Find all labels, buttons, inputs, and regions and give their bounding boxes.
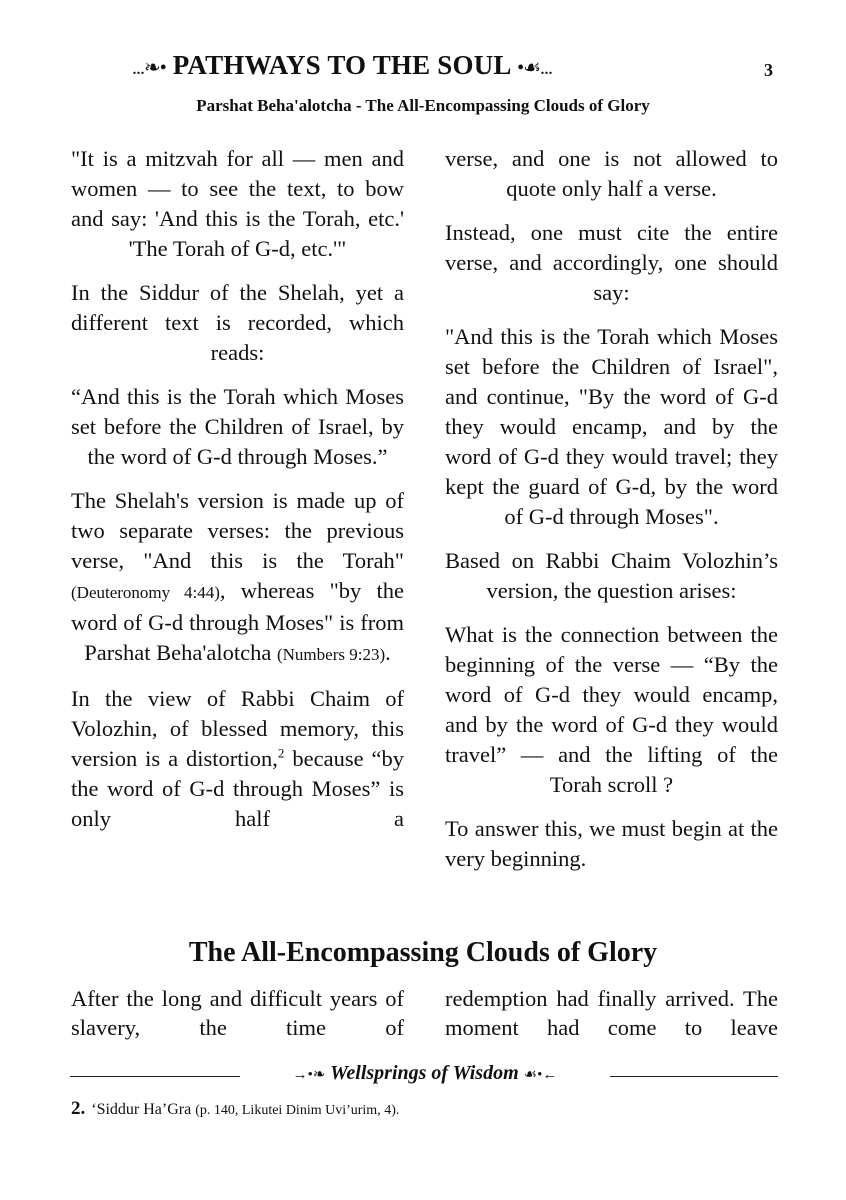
section-heading: The All-Encompassing Clouds of Glory [188, 937, 658, 968]
paragraph: redemption had finally arrived. The moment had come to leave [445, 986, 778, 1040]
section-left-column [71, 984, 404, 1042]
paragraph-text: . [385, 640, 391, 665]
paragraph: To answer this, we must begin at the very beginning. [445, 816, 778, 871]
paragraph: “And this is the Torah which Moses set before the Children of Israel, by the word of G-d through Moses.” [71, 384, 404, 469]
paragraph: "It is a mitzvah for all — men and women — to see the text, to bow and say: 'And this is the Torah, etc.' 'The Torah of G-d, etc.'" [71, 146, 404, 261]
paragraph: After the long and difficult years of slavery, the time of [71, 986, 404, 1040]
footer-ornament-left-icon: →•❧ [292, 1067, 326, 1083]
scripture-reference: (Deuteronomy 4:44) [71, 583, 220, 602]
paragraph [71, 486, 404, 670]
paragraph-text: In the view of Rabbi Chaim of Volozhin, of blessed memory, this version is a distortion, [71, 686, 404, 771]
footer-label [240, 1062, 610, 1085]
paragraph-text: The Shelah's version is made up of two separate verses: the previous verse, "And this is the Torah" [71, 488, 404, 573]
paragraph-text: , whereas "by the word of G-d through Moses" is from Parshat Beha'alotcha [71, 578, 404, 665]
page-header [0, 50, 846, 86]
footer-label-text: Wellsprings of Wisdom [330, 1062, 519, 1084]
paragraph: verse, and one is not allowed to quote only half a verse. [445, 146, 778, 201]
paragraph: In the Siddur of the Shelah, yet a different text is recorded, which reads: [71, 280, 404, 365]
paragraph-text: because “by the word of G-d through Moses” is only half a [71, 746, 404, 831]
left-column [71, 144, 404, 848]
ornament-right-icon: •☙... [517, 57, 552, 79]
paragraph: "And this is the Torah which Moses set before the Children of Israel", and continue, "By the word of G-d they would encamp, and by the word of G-d they would travel; they kept the guard of G-d, by the word of G-d through Moses". [445, 324, 778, 529]
paragraph: Based on Rabbi Chaim Volozhin’s version, the question arises: [445, 548, 778, 603]
book-title-text: PATHWAYS TO THE SOUL [172, 50, 511, 80]
page-number: 3 [764, 60, 773, 80]
book-title [132, 50, 552, 81]
right-column [445, 144, 778, 888]
chapter-subtitle: Parshat Beha'alotcha - The All-Encompassing Clouds of Glory [196, 96, 650, 115]
ornament-left-icon: ...❧• [132, 57, 166, 79]
section-right-column [445, 984, 778, 1042]
paragraph [71, 684, 404, 834]
footnote-marker[interactable]: 2 [277, 745, 285, 761]
footer-ornament-right-icon: ☙•← [523, 1067, 558, 1083]
paragraph: Instead, one must cite the entire verse, and accordingly, one should say: [445, 220, 778, 305]
scripture-reference: (Numbers 9:23) [276, 645, 386, 664]
paragraph: What is the connection between the beginning of the verse — “By the word of G-d they would encamp, and by the word of G-d they would travel” — and the lifting of the Torah scroll ? [445, 622, 778, 797]
footnote-text: ‘Siddur Ha’Gra [91, 1101, 196, 1118]
footnote-number: 2. [71, 1098, 86, 1119]
footnote-reference: (p. 140, Likutei Dinim Uvi’urim, 4). [195, 1103, 400, 1118]
footnote [71, 1098, 399, 1120]
